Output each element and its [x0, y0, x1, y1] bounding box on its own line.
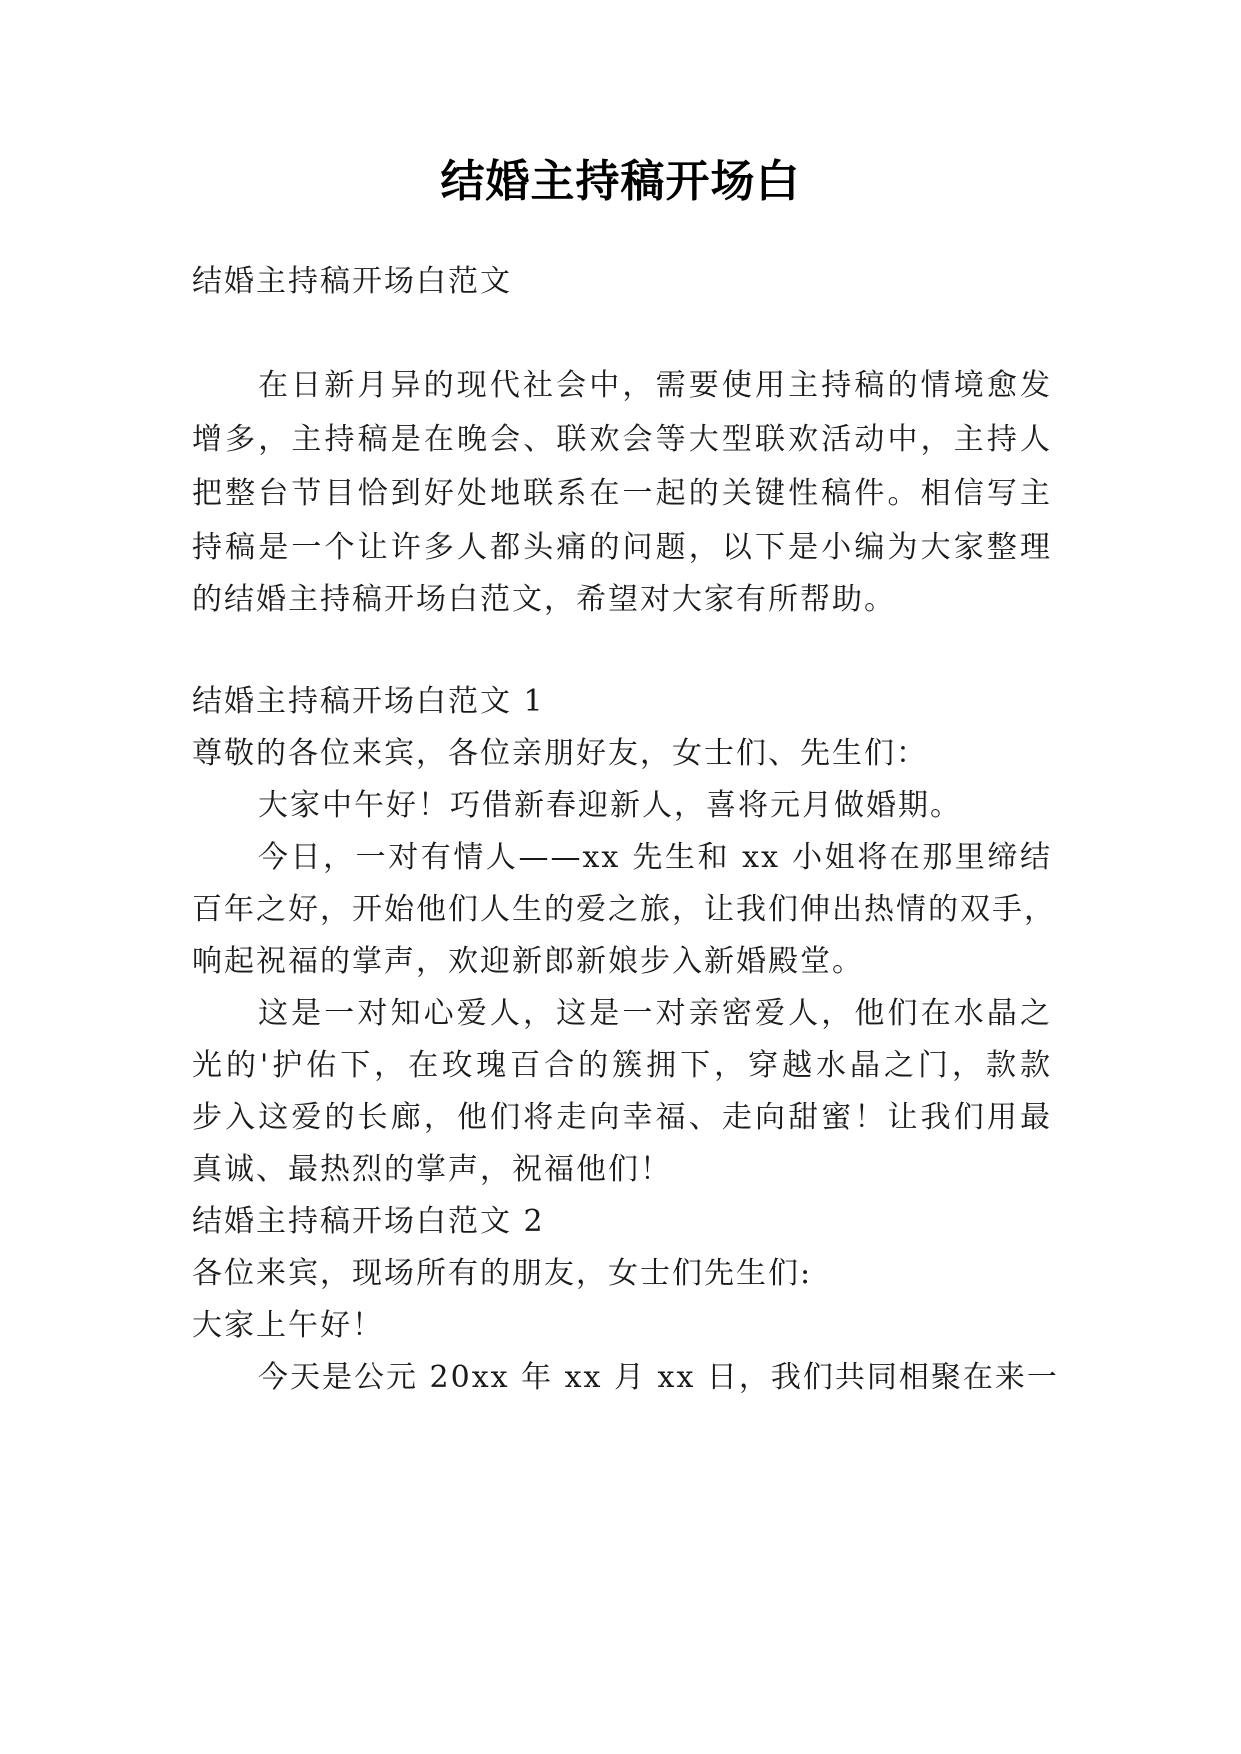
paragraph-line: 步入这爱的长廊，他们将走向幸福、走向甜蜜！让我们用最 [192, 1100, 1052, 1135]
document-subtitle: 结婚主持稿开场白范文 [192, 264, 512, 299]
section-heading: 结婚主持稿开场白范文 1 [192, 684, 545, 719]
document-title: 结婚主持稿开场白 [440, 156, 801, 207]
paragraph-line: 大家上午好！ [192, 1308, 384, 1343]
section-heading: 结婚主持稿开场白范文 2 [192, 1204, 545, 1239]
intro-line: 增多，主持稿是在晚会、联欢会等大型联欢活动中，主持人 [192, 422, 1052, 457]
greeting-line: 尊敬的各位来宾，各位亲朋好友，女士们、先生们： [192, 736, 928, 771]
paragraph-line: 大家中午好！巧借新春迎新人，喜将元月做婚期。 [258, 788, 962, 823]
paragraph-line: 真诚、最热烈的掌声，祝福他们！ [192, 1152, 672, 1187]
paragraph-line: 光的'护佑下，在玫瑰百合的簇拥下，穿越水晶之门，款款 [192, 1048, 1052, 1083]
paragraph-line: 百年之好，开始他们人生的爱之旅，让我们伸出热情的双手， [192, 892, 1056, 927]
paragraph-line: 今日，一对有情人——xx 先生和 xx 小姐将在那里缔结 [258, 840, 1052, 875]
intro-line: 持稿是一个让许多人都头痛的问题，以下是小编为大家整理 [192, 530, 1052, 565]
greeting-line: 各位来宾，现场所有的朋友，女士们先生们: [192, 1256, 813, 1291]
paragraph-line: 今天是公元 20xx 年 xx 月 xx 日，我们共同相聚在来一 [258, 1360, 1059, 1395]
intro-line: 把整台节目恰到好处地联系在一起的关键性稿件。相信写主 [192, 476, 1052, 511]
intro-line: 的结婚主持稿开场白范文，希望对大家有所帮助。 [192, 582, 896, 617]
paragraph-line: 响起祝福的掌声，欢迎新郎新娘步入新婚殿堂。 [192, 944, 864, 979]
intro-line: 在日新月异的现代社会中，需要使用主持稿的情境愈发 [258, 368, 1052, 403]
paragraph-line: 这是一对知心爱人，这是一对亲密爱人，他们在水晶之 [258, 996, 1052, 1031]
